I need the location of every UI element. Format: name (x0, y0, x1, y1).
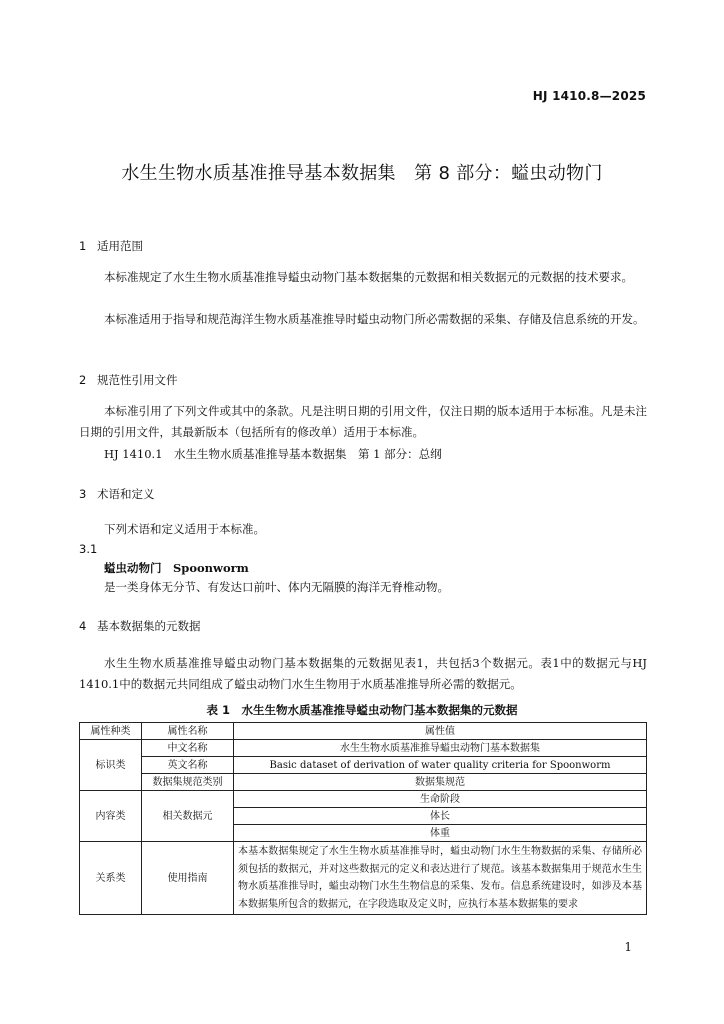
section-3-heading (79, 486, 155, 502)
normative-reference: HJ 1410.1 水生生物水质基准推导基本数据集 第 1 部分：总纲 (104, 447, 442, 461)
standard-code: HJ 1410.8—2025 (532, 89, 646, 103)
section-number: 2 (79, 373, 87, 387)
section-title: 规范性引用文件 (97, 373, 178, 387)
section-title: 基本数据集的元数据 (97, 619, 201, 633)
category-cell: 内容类 (80, 791, 142, 842)
table-row (80, 757, 647, 774)
section-4-paragraph: 水生生物水质基准推导螠虫动物门基本数据集的元数据见表1，共包括3个数据元。表1中的数据元与HJ 1410.1中的数据元共同组成了螠虫动物门水生生物用于水质基准推导所必需的数据元。 (79, 656, 647, 691)
attribute-name-cell: 相关数据元 (142, 791, 234, 842)
section-number: 3 (79, 487, 87, 501)
attribute-value-cell: 水生生物水质基准推导螠虫动物门基本数据集 (234, 740, 647, 757)
attribute-value-cell: 体长 (234, 808, 647, 825)
section-2-heading (79, 372, 178, 388)
table-row (80, 774, 647, 791)
term-name: 螠虫动物门 Spoonworm (104, 561, 249, 575)
document-title: 水生生物水质基准推导基本数据集 第 8 部分：螠虫动物门 (121, 163, 603, 184)
attribute-value-cell: 数据集规范 (234, 774, 647, 791)
table-caption: 表 1 水生生物水质基准推导螠虫动物门基本数据集的元数据 (206, 703, 518, 717)
table-header-cell: 属性种类 (80, 723, 142, 740)
table-row (80, 842, 647, 915)
table-header-row (80, 723, 647, 740)
section-number: 1 (79, 239, 87, 253)
section-1-paragraph-2: 本标准适用于指导和规范海洋生物水质基准推导时螠虫动物门所必需数据的采集、存储及信息系统的开发。 (104, 312, 645, 326)
section-1-heading (79, 238, 143, 254)
category-cell: 标识类 (80, 740, 142, 791)
attribute-name-cell: 数据集规范类别 (142, 774, 234, 791)
section-1-paragraph-1: 本标准规定了水生生物水质基准推导螠虫动物门基本数据集的元数据和相关数据元的元数据的技术要求。 (104, 270, 633, 284)
attribute-value-cell: 体重 (234, 825, 647, 842)
attribute-name-cell: 中文名称 (142, 740, 234, 757)
attribute-name-cell: 英文名称 (142, 757, 234, 774)
page-number: 1 (624, 940, 632, 954)
category-cell: 关系类 (80, 842, 142, 915)
table-header-cell: 属性名称 (142, 723, 234, 740)
section-2-paragraph: 本标准引用了下列文件或其中的条款。凡是注明日期的引用文件，仅注日期的版本适用于本标准。凡是未注日期的引用文件，其最新版本（包括所有的修改单）适用于本标准。 (79, 404, 647, 439)
metadata-table (79, 722, 647, 915)
section-number: 4 (79, 619, 87, 633)
section-3-intro: 下列术语和定义适用于本标准。 (104, 522, 265, 536)
table-header-cell: 属性值 (234, 723, 647, 740)
term-number: 3.1 (79, 542, 98, 556)
term-definition: 是一类身体无分节、有发达口前叶、体内无隔膜的海洋无脊椎动物。 (104, 580, 449, 594)
usage-guide-cell: 本基本数据集规定了水生生物水质基准推导时，螠虫动物门水生生物数据的采集、存储所必须包括的数据元，并对这些数据元的定义和表达进行了规范。该基本数据集用于规范水生生物水质基准推导时，螠虫动物门水生生物信息的采集、发布。信息系统建设时，如涉及本基本数据集所包含的数据元，在字段选取及定义时，应执行本基本数据集的要求 (234, 842, 647, 915)
attribute-name-cell: 使用指南 (142, 842, 234, 915)
section-title: 术语和定义 (97, 487, 155, 501)
section-4-heading (79, 618, 201, 634)
attribute-value-cell: Basic dataset of derivation of water quality criteria for Spoonworm (234, 757, 647, 774)
attribute-value-cell: 生命阶段 (234, 791, 647, 808)
table-row (80, 740, 647, 757)
section-title: 适用范围 (97, 239, 143, 253)
table-row (80, 791, 647, 808)
